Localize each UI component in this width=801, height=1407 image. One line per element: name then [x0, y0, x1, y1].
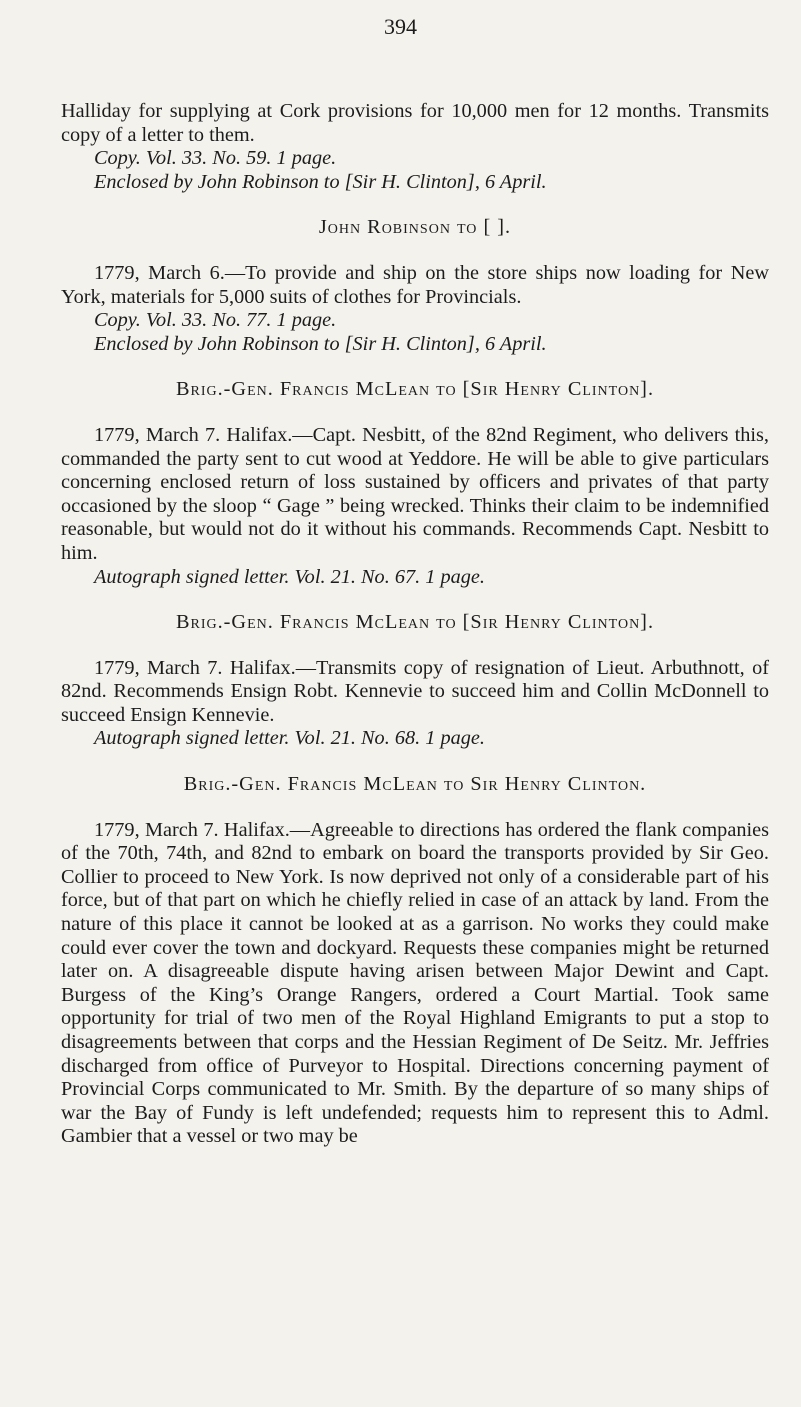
entry-body: Halliday for supplying at Cork provisions for 10,000 men for 12 months. Transmits copy of a letter to them. — [61, 100, 769, 146]
entry-heading: John Robinson to [ ]. — [318, 216, 512, 239]
entry-heading: Brig.-Gen. Francis McLean to Sir Henry Clinton. — [183, 773, 647, 796]
entry-body: 1779, March 7. Halifax.—Capt. Nesbitt, of the 82nd Regiment, who delivers this, commanded the party sent to cut wood at Yeddore. He will be able to give particulars concerning enclosed return of loss sustained by officers and privates of that party occasioned by the sloop “ Gage ” being wrecked. Thinks their claim to be indemnified reasonable, but would not do it without his commands. Recommends Capt. Nesbitt to him. — [61, 423, 769, 564]
entry-reference: Autograph signed letter. Vol. 21. No. 67. 1 page. — [94, 565, 485, 588]
entry-enclosure: Enclosed by John Robinson to [Sir H. Clinton], 6 April. — [94, 170, 547, 193]
entry-halliday-provisions — [61, 100, 769, 194]
entry-reference: Autograph signed letter. Vol. 21. No. 68. 1 page. — [94, 727, 485, 750]
entry-heading: Brig.-Gen. Francis McLean to [Sir Henry Clinton]. — [175, 378, 655, 401]
entry-enclosure: Enclosed by John Robinson to [Sir H. Clinton], 6 April. — [94, 332, 547, 355]
entry-body: 1779, March 7. Halifax.—Agreeable to directions has ordered the flank companies of the 70th, 74th, and 82nd to embark on board the transports provided by Sir Geo. Collier to proceed to New York. Is now deprived not only of a considerable part of his force, but of that part on which he chiefly relied in case of an attack by land. From the nature of this place it cannot be looked at as a garrison. No works they could make could ever cover the town and dockyard. Requests these companies might be returned later on. A disagreeable dispute having arisen between Major Dewint and Capt. Burgess of the King’s Orange Rangers, ordered a Court Martial. Took same opportunity for trial of two men of the Royal Highland Emigrants to put a stop to disagreements between that corps and the Hessian Regiment of De Seitz. Mr. Jeffries discharged from office of Purveyor to Hospital. Directions concerning payment of Provincial Corps communicated to Mr. Smith. By the departure of so many ships of war the Bay of Fundy is left undefended; requests him to represent this to Adml. Gambier that a vessel or two may be — [61, 818, 769, 1148]
page-number: 394 — [384, 14, 417, 39]
entry-mclean-nesbitt — [61, 378, 769, 589]
entry-mclean-flank-companies — [61, 773, 769, 1149]
entry-reference: Copy. Vol. 33. No. 59. 1 page. — [94, 147, 337, 170]
entry-body: 1779, March 7. Halifax.—Transmits copy of resignation of Lieut. Arbuthnott, of 82nd. Recommends Ensign Robt. Kennevie to succeed him and Collin McDonnell to succeed Ensign Kennevie. — [61, 656, 769, 726]
entry-heading: Brig.-Gen. Francis McLean to [Sir Henry Clinton]. — [175, 611, 655, 634]
entry-body: 1779, March 6.—To provide and ship on the store ships now loading for New York, materials for 5,000 suits of clothes for Provincials. — [61, 261, 769, 308]
entry-robinson-march-6 — [61, 216, 769, 356]
entry-mclean-arbuthnott — [61, 611, 769, 751]
calendar-text — [61, 100, 769, 1149]
entry-reference: Copy. Vol. 33. No. 77. 1 page. — [94, 309, 337, 332]
